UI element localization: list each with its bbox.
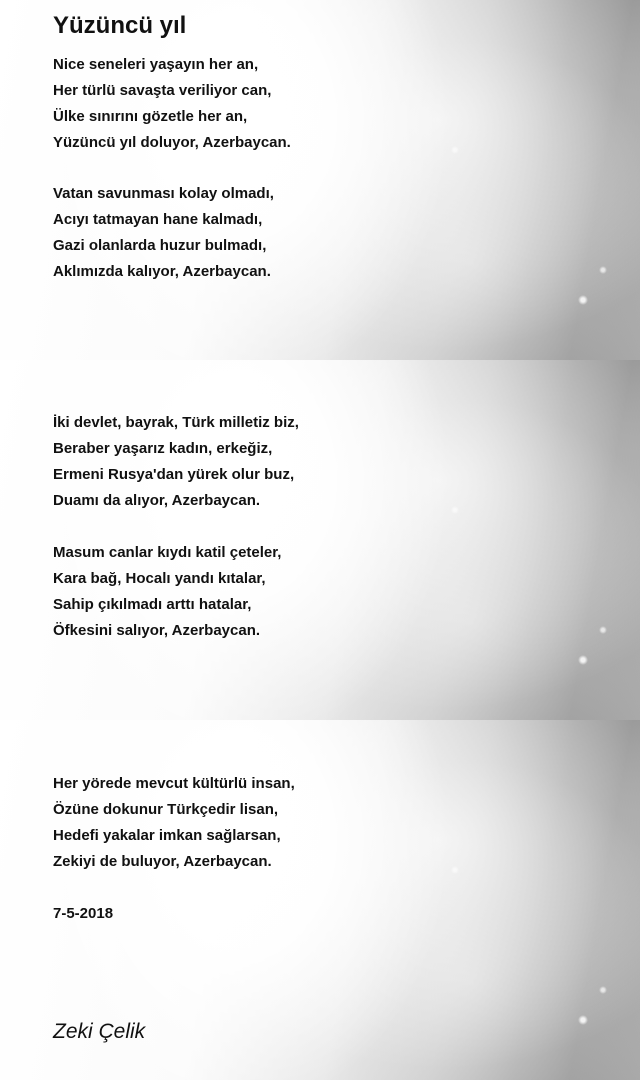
stanza-3 xyxy=(53,410,299,514)
stanza-1 xyxy=(53,52,291,156)
poem-line: Acıyı tatmayan hane kalmadı, xyxy=(53,211,263,228)
poem-panel-2 xyxy=(0,360,640,720)
poem-panel-1 xyxy=(0,0,640,360)
poem-title: Yüzüncü yıl xyxy=(53,12,187,39)
poem-date: 7-5-2018 xyxy=(53,905,114,922)
poem-line: Özüne dokunur Türkçedir lisan, xyxy=(53,801,279,818)
poem-line: Her yörede mevcut kültürlü insan, xyxy=(53,775,295,792)
stanza-2 xyxy=(53,181,274,285)
poem-line: Zekiyi de buluyor, Azerbaycan. xyxy=(53,853,272,870)
poem-line: Yüzüncü yıl doluyor, Azerbaycan. xyxy=(53,134,291,151)
poem-line: Beraber yaşarız kadın, erkeğiz, xyxy=(53,440,273,457)
poem-line: Sahip çıkılmadı arttı hatalar, xyxy=(53,596,252,613)
poem-line: Masum canlar kıydı katil çeteler, xyxy=(53,544,282,561)
poem-line: Her türlü savaşta veriliyor can, xyxy=(53,82,272,99)
poem-line: Vatan savunması kolay olmadı, xyxy=(53,185,274,202)
poem-line: Nice seneleri yaşayın her an, xyxy=(53,56,259,73)
poem-line: Gazi olanlarda huzur bulmadı, xyxy=(53,237,267,254)
poem-line: Ermeni Rusya'dan yürek olur buz, xyxy=(53,466,295,483)
poem-line: Öfkesini salıyor, Azerbaycan. xyxy=(53,622,261,639)
poem-panel-3 xyxy=(0,720,640,1080)
poem-line: Ülke sınırını gözetle her an, xyxy=(53,108,248,125)
poem-line: İki devlet, bayrak, Türk milletiz biz, xyxy=(53,414,299,431)
stanza-5 xyxy=(53,771,295,875)
poem-line: Kara bağ, Hocalı yandı kıtalar, xyxy=(53,570,266,587)
poem-line: Duamı da alıyor, Azerbaycan. xyxy=(53,492,261,509)
poem-line: Aklımızda kalıyor, Azerbaycan. xyxy=(53,263,271,280)
stanza-4 xyxy=(53,540,281,644)
poem-author: Zeki Çelik xyxy=(53,1020,146,1043)
poem-line: Hedefi yakalar imkan sağlarsan, xyxy=(53,827,281,844)
